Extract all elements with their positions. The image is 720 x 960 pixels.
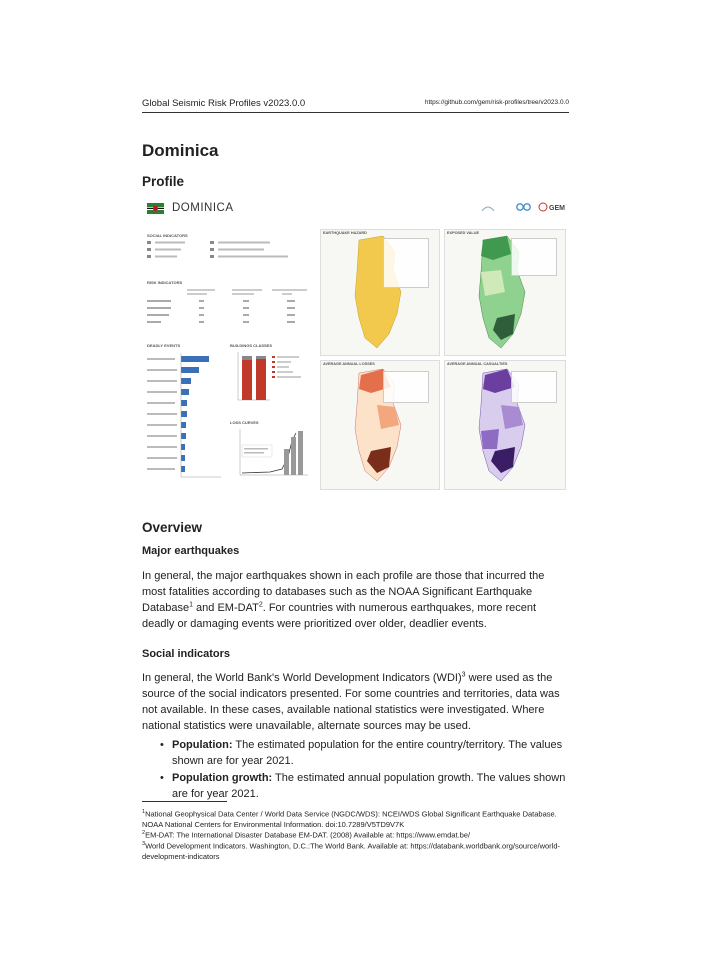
footnote-1: $^1$National Geophysical Data Center / World Data Service (NGDC/WDS): NCEI/WDS Global Significant Earthquake Database. NOAA National Centers for Environmental Information. doi:10.7289/V5TD9V7K [142, 809, 557, 829]
footnote-3: $^3$World Development Indicators. Washington, D.C.:The World Bank. Available at: https://databank.worldbank.org/source/world-development-indicators [142, 841, 560, 861]
running-header [142, 98, 569, 113]
map-earthquake-hazard [320, 229, 440, 356]
map-title-exposed: EXPOSED VALUE [447, 231, 479, 235]
major-earthquakes-heading: Major earthquakes [142, 545, 240, 557]
header-url[interactable]: https://github.com/gem/risk-profiles/tree/v2023.0.0 [424, 99, 569, 106]
deadly-events-chart [147, 353, 227, 488]
loss-curves-chart [230, 427, 312, 487]
map-title-aac: AVERAGE ANNUAL CASUALTIES [447, 362, 508, 366]
social-indicators-heading: Social indicators [142, 648, 231, 660]
section-building-classes: BUILDINGS CLASSES [230, 343, 273, 348]
social-indicators-paragraph: In general, the World Bank's World Development Indicators (WDI)$^3$ were used as the source of the social indicators presented. For some countries and territories, data was not available. In these cases, available national statistics were investigated. Where national statistics were unavailable, alternate sources may be used. [142, 671, 560, 732]
section-deadly-events: DEADLY EVENTS [147, 343, 181, 348]
map-average-annual-casualties [444, 360, 566, 490]
footnote-ref-3[interactable]: 3 [461, 671, 466, 679]
map-exposed-value [444, 229, 566, 356]
indicator-list [158, 738, 570, 804]
partner-logos [480, 201, 568, 215]
major-earthquakes-paragraph: In general, the major earthquakes shown in each profile are those that incurred the most fatalities according to databases such as the NOAA Significant Earthquake Database$^1$ and EM-DAT$^2$. For countries with numerous earthquakes, more recent deadly or damaging events were prioritized over older, deadlier events. [142, 570, 545, 630]
map-title-hazard: EARTHQUAKE HAZARD [323, 231, 367, 235]
footnote-2: $^2$EM-DAT: The International Disaster Database EM-DAT. (2008) Available at: https://www.emdat.be/ [142, 830, 471, 840]
profile-figure [142, 195, 570, 492]
header-title: Global Seismic Risk Profiles v2023.0.0 [142, 98, 306, 109]
list-item: • Population growth: The estimated annual population growth. The values shown are for year 2021. [158, 771, 570, 802]
gem-logo-text: GEM [549, 205, 565, 212]
footnote-divider [142, 801, 227, 802]
section-risk-indicators: RISK INDICATORS [147, 280, 183, 285]
section-social-indicators: SOCIAL INDICATORS [147, 233, 188, 238]
footnote-ref-2[interactable]: 2 [258, 601, 263, 609]
building-classes-chart [230, 350, 310, 410]
profile-heading: Profile [142, 174, 185, 189]
overview-heading: Overview [142, 520, 203, 535]
list-item: • Population: The estimated population for the entire country/territory. The values shown are for year 2021. [158, 738, 570, 769]
social-indicators-block [147, 240, 317, 264]
section-loss-curves: LOSS CURVES [230, 420, 259, 425]
dominica-flag-icon [147, 203, 164, 214]
footnote-ref-1[interactable]: 1 [189, 601, 193, 609]
map-title-aal: AVERAGE ANNUAL LOSSES [323, 362, 375, 366]
risk-indicators-table [147, 288, 312, 332]
figure-country-label: DOMINICA [172, 202, 234, 214]
map-average-annual-losses [320, 360, 440, 490]
page-title: Dominica [142, 141, 219, 160]
